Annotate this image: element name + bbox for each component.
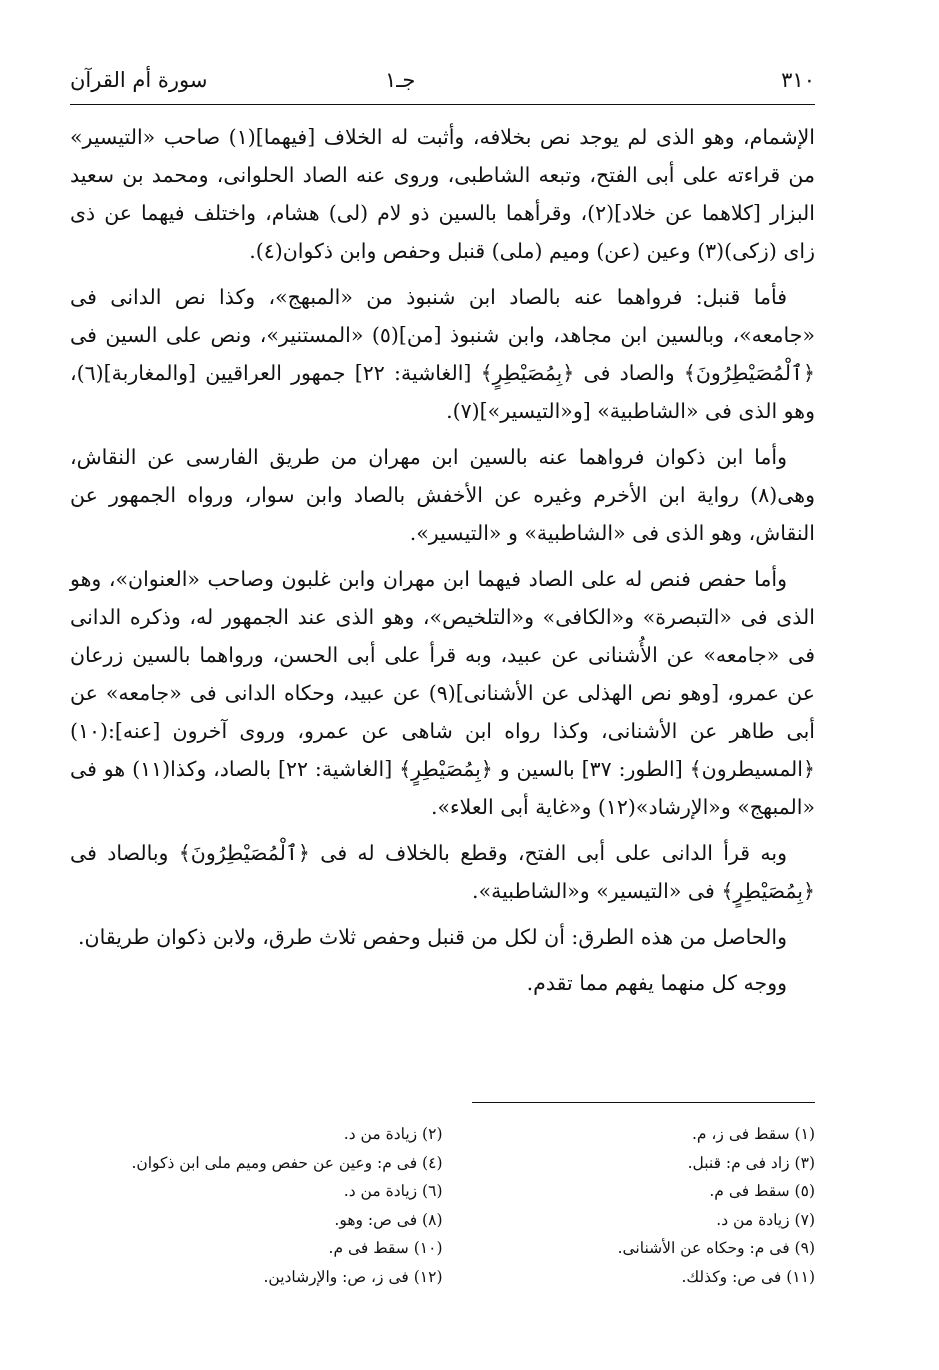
paragraph: فأما قنبل: فرواهما عنه بالصاد ابن شنبوذ من «المبهج»، وكذا نص الدانى فى «جامعه»، وبالسين ابن مجاهد، وابن شنبوذ [من](٥) «المستنير»، ونص على السين فى ﴿ٱلْمُصَيْطِرُونَ﴾ والصاد فى ﴿بِمُصَيْطِرٍ﴾ [الغاشية: ٢٢] جمهور العراقيين [والمغاربة](٦)، وهو الذى فى «الشاطبية» [و«التيسير»](٧). <box>70 285 815 423</box>
paragraph: وأما ابن ذكوان فرواهما عنه بالسين ابن مهران من طريق الفارسى عن النقاش، وهى(٨) رواية ابن الأخرم وغيره عن الأخفش بالصاد وابن سوار، ورواه الجمهور عن النقاش، وهو الذى فى «الشاطبية» و «التيسير». <box>70 445 815 545</box>
footnote: (٨) فى ص: وهو. <box>334 1210 443 1229</box>
paragraph: الإشمام، وهو الذى لم يوجد نص بخلافه، وأثبت له الخلاف [فيهما](١) صاحب «التيسير» من قراءته على أبى الفتح، وتبعه الشاطبى، وروى عنه الصاد الحلوانى، ومحمد بن سعيد البزار [كلاهما عن خلاد](٢)، وقرأهما بالسين ذو لام (لى) هشام، واختلف فيهما عن ذى زاى (زكى)(٣) وعين (عن) وميم (ملى) قنبل وحفص وابن ذكوان(٤). <box>70 125 816 263</box>
header-rule <box>70 104 815 105</box>
part-label: جـ١ <box>385 68 416 92</box>
paragraph: ووجه كل منهما يفهم مما تقدم. <box>526 971 787 995</box>
footnote: (٤) فى م: وعين عن حفص وميم ملى ابن ذكوان. <box>131 1153 443 1172</box>
footnote: (١٢) فى ز، ص: والإرشادين. <box>263 1267 443 1286</box>
footnote: (٢) زيادة من د. <box>343 1125 443 1143</box>
footnote: (٣) زاد فى م: قنبل. <box>687 1153 815 1172</box>
paragraph: وأما حفص فنص له على الصاد فيهما ابن مهران وابن غلبون وصاحب «العنوان»، وهو الذى فى «التبصرة» و«الكافى» و«التلخيص»، وهو الذى عند الجمهور له، وذكره الدانى فى «جامعه» عن الأُشنانى عن عبيد، وبه قرأ على أبى الحسن، ورواهما بالسين زرعان عن عمرو، [وهو نص الهذلى عن الأشنانى](٩) عن عبيد، وحكاه الدانى فى «جامعه» عن أبى طاهر عن الأشنانى، وكذا رواه ابن شاهى عن عمرو، وروى آخرون [عنه]:(١٠) ﴿المسيطرون﴾ [الطور: ٣٧] بالسين و ﴿بِمُصَيْطِرٍ﴾ [الغاشية: ٢٢] بالصاد، وكذا(١١) هو فى «المبهج» و«الإرشاد»(١٢) و«غاية أبى العلاء». <box>70 567 815 819</box>
footnote: (٩) فى م: وحكاه عن الأشنانى. <box>617 1239 815 1257</box>
footnote: (٧) زيادة من د. <box>716 1210 815 1229</box>
footnote: (٦) زيادة من د. <box>343 1182 443 1200</box>
page-header <box>70 62 815 102</box>
footnote: (١) سقط فى ز، م. <box>691 1125 815 1143</box>
footnote-rule <box>472 1102 815 1103</box>
paragraph: وبه قرأ الدانى على أبى الفتح، وقطع بالخلاف له فى ﴿ٱلْمُصَيْطِرُونَ﴾ وبالصاد فى ﴿بِمُصَيْطِرٍ﴾ فى «التيسير» و«الشاطبية». <box>70 841 815 903</box>
footnote: (١١) فى ص: وكذلك. <box>681 1267 815 1286</box>
footnote: (٥) سقط فى م. <box>709 1182 815 1200</box>
surah-title: سورة أم القرآن <box>70 68 208 92</box>
paragraph: والحاصل من هذه الطرق: أن لكل من قنبل وحفص ثلاث طرق، ولابن ذكوان طريقان. <box>78 925 787 949</box>
page-number: ٣١٠ <box>781 68 815 92</box>
footnote: (١٠) سقط فى م. <box>328 1239 443 1257</box>
footnotes <box>70 1120 815 1291</box>
main-text <box>70 118 815 1010</box>
